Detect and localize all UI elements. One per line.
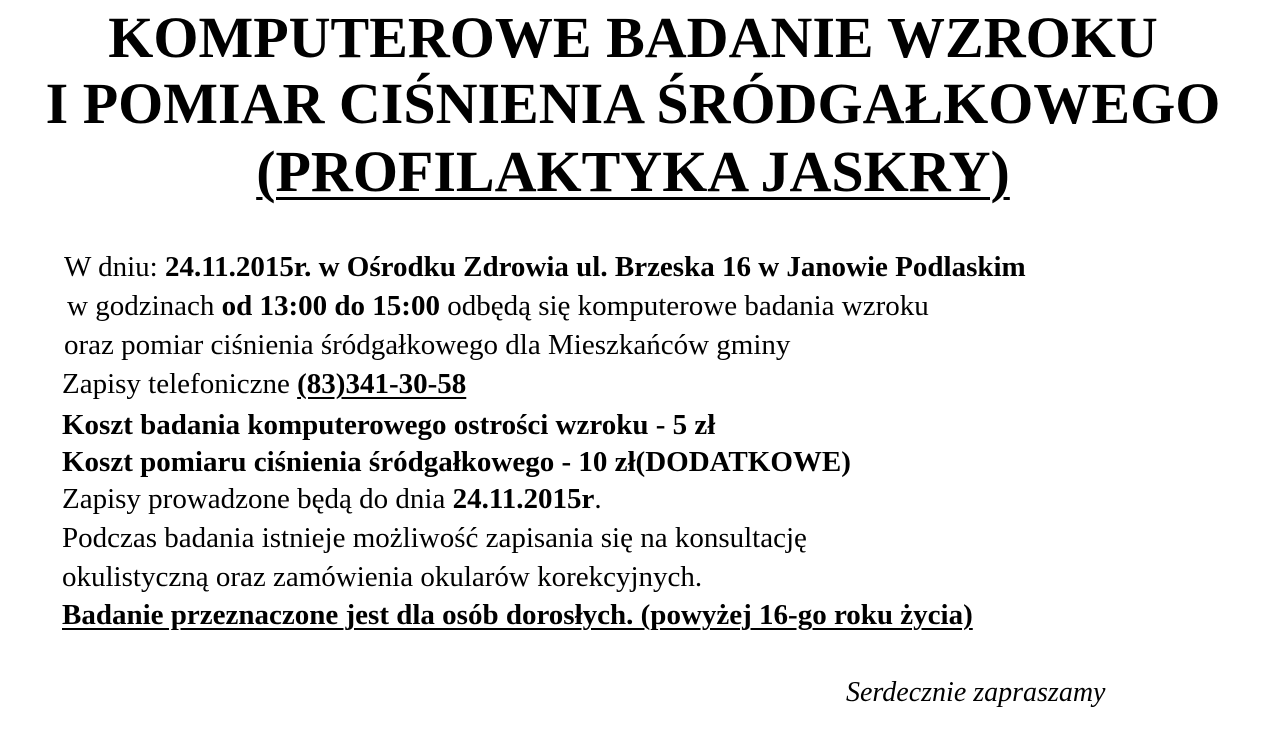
hours-suffix: odbędą się komputerowe badania wzroku <box>439 290 929 322</box>
phone-prefix: Zapisy telefoniczne <box>62 368 298 400</box>
hours: od 13:00 do 15:00 <box>221 290 440 322</box>
consultation-line: Podczas badania istnieje możliwość zapisania się na konsultację <box>62 522 807 554</box>
deadline-prefix: Zapisy prowadzone będą do dnia <box>62 483 453 515</box>
cost-vision-line: Koszt badania komputerowego ostrości wzroku - 5 zł <box>62 409 716 441</box>
deadline-date: 24.11.2015r <box>452 483 595 515</box>
heading-line-3 <box>0 139 1266 204</box>
closing-signature: Serdecznie zapraszamy <box>846 677 1106 708</box>
hours-prefix: w godzinach <box>67 290 222 322</box>
pressure-line: oraz pomiar ciśnienia śródgałkowego dla Mieszkańców gminy <box>64 329 791 361</box>
cost-pressure-line: Koszt pomiaru ciśnienia śródgałkowego - 10 zł(DODATKOWE) <box>62 446 851 478</box>
phone-number: (83)341-30-58 <box>297 368 467 400</box>
deadline-line <box>62 482 602 516</box>
heading-line-1: KOMPUTEROWE BADANIE WZROKU <box>108 5 1158 70</box>
date-place-line <box>64 250 1026 284</box>
glasses-line: okulistyczną oraz zamówienia okularów korekcyjnych. <box>62 561 703 593</box>
date-place: 24.11.2015r. w Ośrodku Zdrowia ul. Brzeska 16 w Janowie Podlaskim <box>164 251 1026 283</box>
deadline-suffix: . <box>594 483 602 515</box>
date-prefix: W dniu: <box>64 251 165 283</box>
hours-line <box>67 289 929 323</box>
heading-line-2: I POMIAR CIŚNIENIA ŚRÓDGAŁKOWEGO <box>45 71 1221 136</box>
eligibility-line: Badanie przeznaczone jest dla osób dorosłych. (powyżej 16-go roku życia) <box>62 599 973 631</box>
phone-line <box>62 367 466 401</box>
heading-line-3-text: (PROFILAKTYKA JASKRY) <box>256 139 1010 204</box>
